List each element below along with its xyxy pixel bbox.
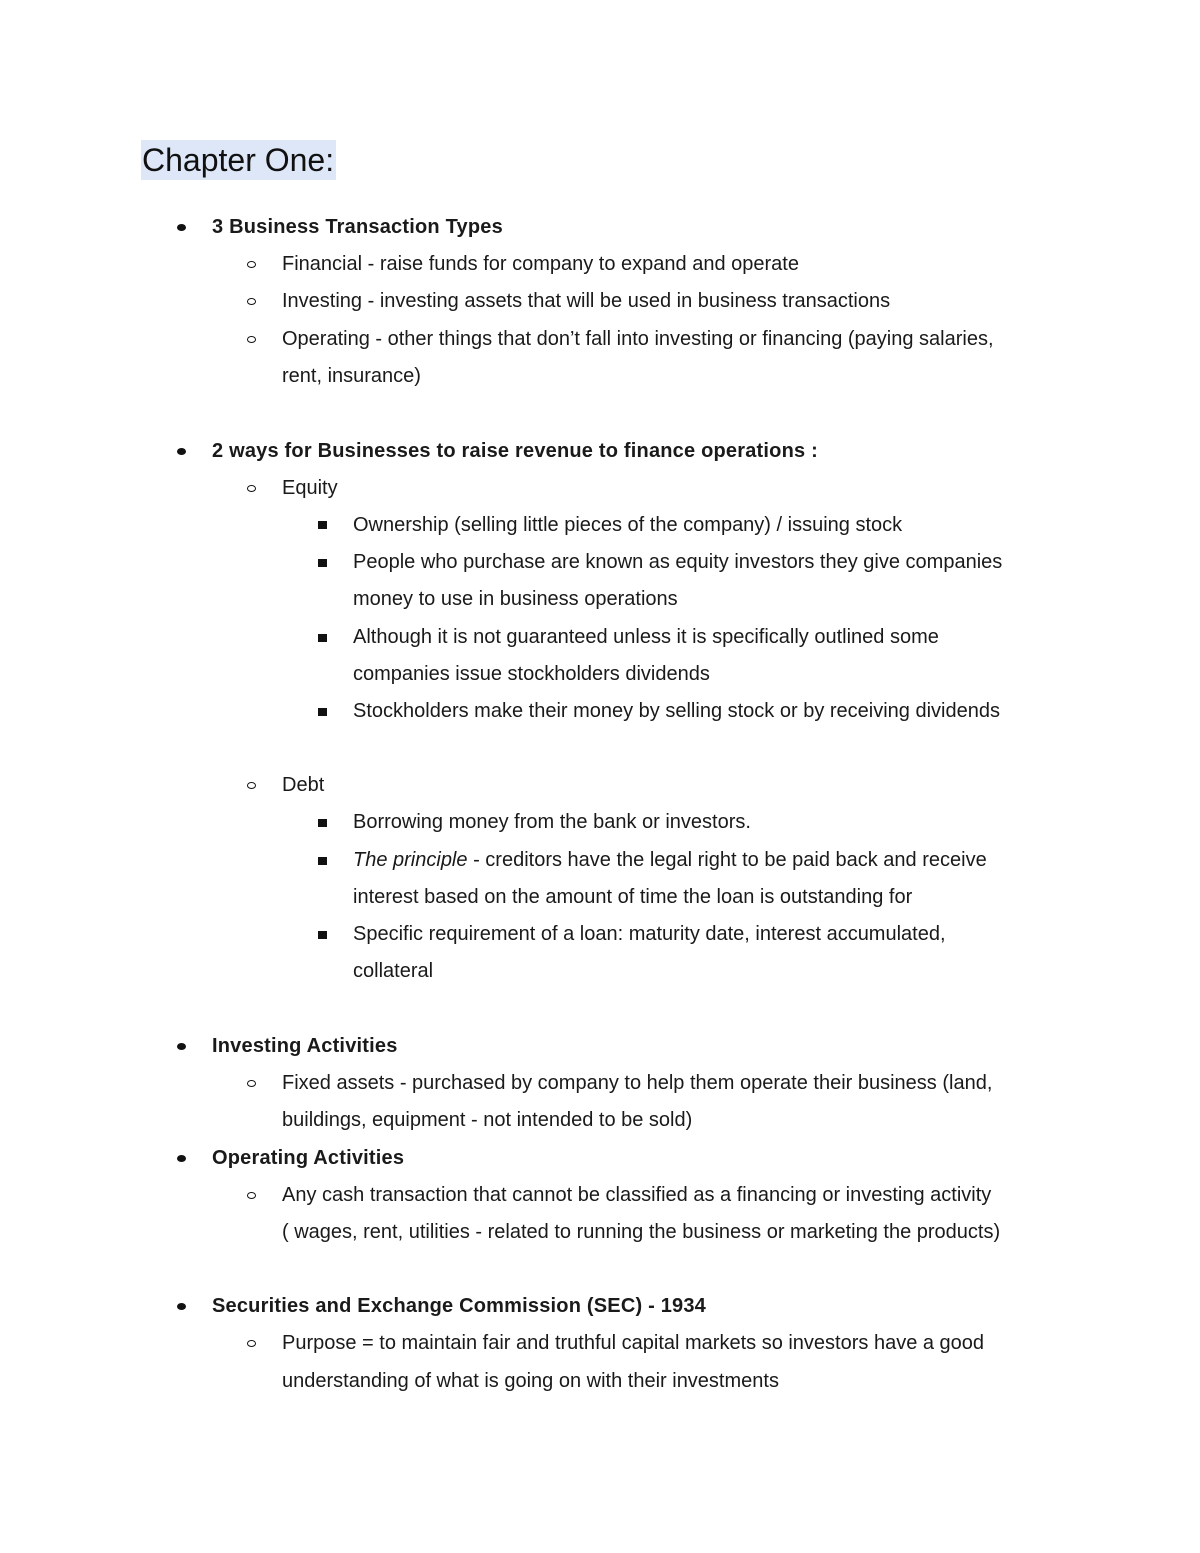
operating-cash-transaction: Any cash transaction that cannot be classified as a financing or investing activity [282,1184,992,1206]
bullet-dot-icon [177,448,186,455]
principle-term: The principle [353,849,468,871]
list-item-operating-cont: rent, insurance) [282,365,421,387]
equity-point-investors: People who purchase are known as equity investors they give companies [353,551,1003,573]
debt-point-requirements: Specific requirement of a loan: maturity date, interest accumulated, [353,923,946,945]
list-item-equity: Equity [282,477,338,499]
equity-point-ownership: Ownership (selling little pieces of the company) / issuing stock [353,514,903,536]
bullet-square-icon [318,521,327,529]
bullet-circle-icon [247,261,256,268]
equity-point-investors-cont: money to use in business operations [353,588,678,610]
investing-fixed-assets-cont: buildings, equipment - not intended to be sold) [282,1109,693,1131]
equity-point-dividends: Although it is not guaranteed unless it is specifically outlined some [353,626,939,648]
bullet-dot-icon [177,1155,186,1162]
bullet-dot-icon [177,1303,186,1310]
debt-point-principle-cont: interest based on the amount of time the loan is outstanding for [353,886,913,908]
bullet-square-icon [318,708,327,716]
list-item-financial: Financial - raise funds for company to expand and operate [282,253,799,275]
bullet-circle-icon [247,336,256,343]
bullet-circle-icon [247,485,256,492]
investing-fixed-assets: Fixed assets - purchased by company to help them operate their business (land, [282,1072,993,1094]
debt-point-requirements-cont: collateral [353,960,434,982]
bullet-dot-icon [177,224,186,231]
principle-text: - creditors have the legal right to be paid back and receive [467,849,987,871]
equity-point-stockholders: Stockholders make their money by selling stock or by receiving dividends [353,700,1000,722]
page-title: Chapter One: [142,142,335,178]
debt-point-principle [353,847,987,873]
bullet-circle-icon [247,782,256,789]
bullet-square-icon [318,559,327,567]
bullet-square-icon [318,819,327,827]
section-heading-sec: Securities and Exchange Commission (SEC) - 1934 [212,1295,706,1317]
operating-cash-transaction-cont: ( wages, rent, utilities - related to running the business or marketing the products) [282,1221,1001,1243]
sec-purpose: Purpose = to maintain fair and truthful capital markets so investors have a good [282,1332,985,1354]
equity-point-dividends-cont: companies issue stockholders dividends [353,663,710,685]
bullet-square-icon [318,857,327,865]
list-item-investing: Investing - investing assets that will be used in business transactions [282,290,891,312]
list-item-operating: Operating - other things that don’t fall into investing or financing (paying salaries, [282,328,994,350]
section-heading-raise-revenue: 2 ways for Businesses to raise revenue to finance operations : [212,440,818,462]
bullet-square-icon [318,931,327,939]
section-heading-operating-activities: Operating Activities [212,1147,405,1169]
list-item-debt: Debt [282,774,325,796]
bullet-circle-icon [247,1080,256,1087]
bullet-circle-icon [247,298,256,305]
section-heading-investing-activities: Investing Activities [212,1035,398,1057]
debt-point-borrowing: Borrowing money from the bank or investors. [353,811,751,833]
bullet-dot-icon [177,1043,186,1050]
bullet-circle-icon [247,1192,256,1199]
sec-purpose-cont: understanding of what is going on with their investments [282,1370,779,1392]
section-heading-transaction-types: 3 Business Transaction Types [212,216,503,238]
bullet-square-icon [318,634,327,642]
bullet-circle-icon [247,1340,256,1347]
